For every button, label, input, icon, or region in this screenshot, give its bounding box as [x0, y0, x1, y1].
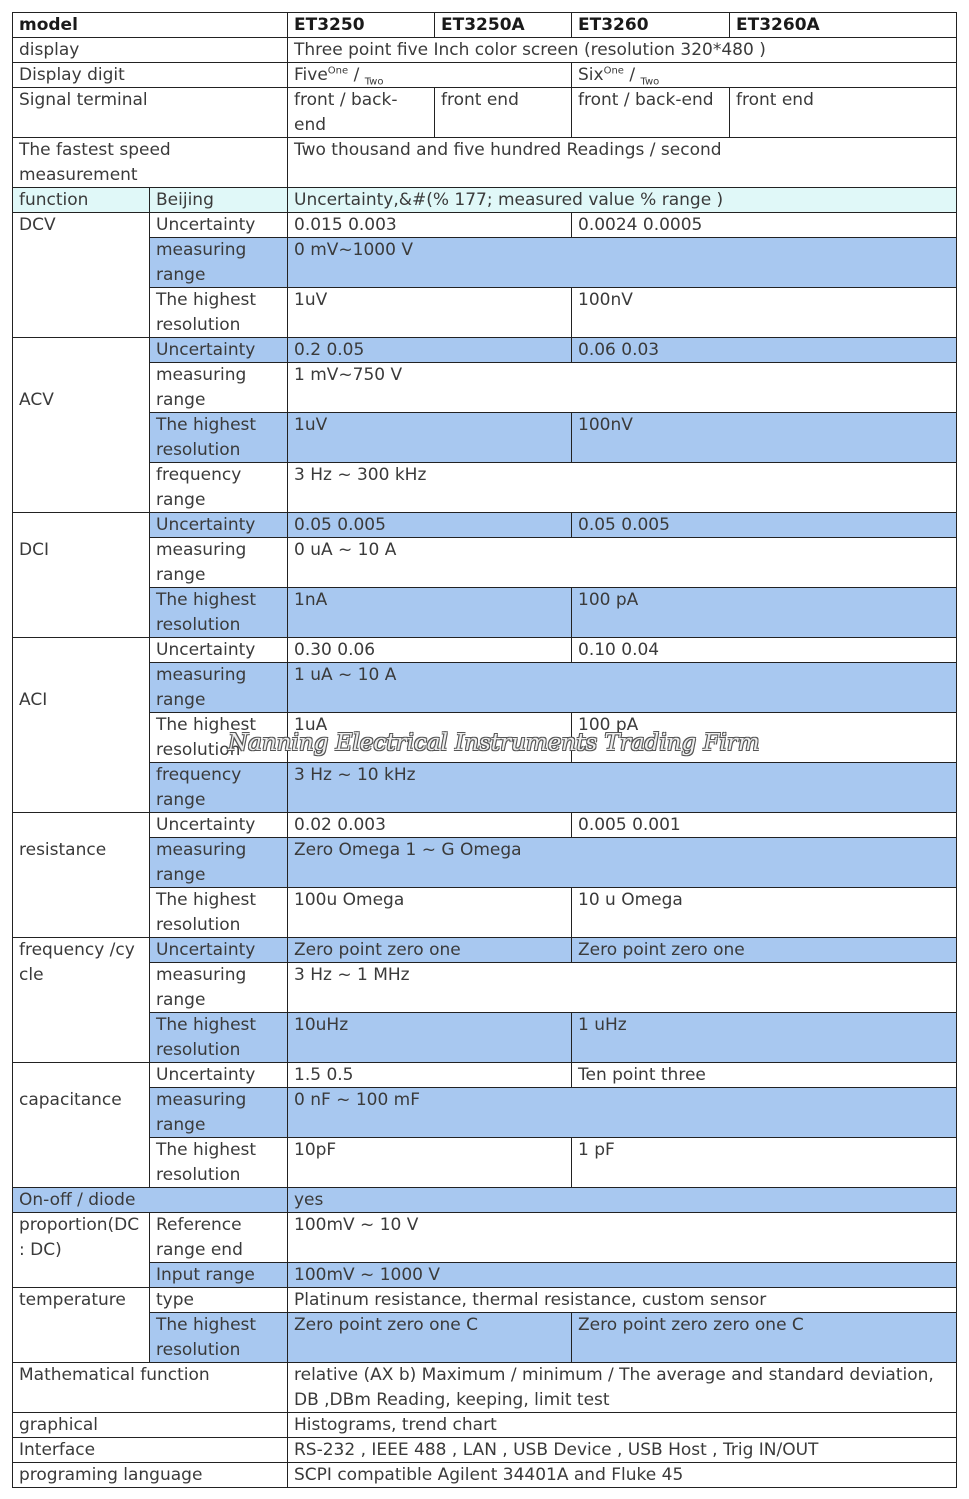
- onoff-value: yes: [287, 1187, 957, 1213]
- resistance-uncertainty-b: 0.005 0.001: [571, 812, 957, 838]
- aci-range-label: measuring range: [149, 662, 288, 713]
- acv-frequency-label: frequency range: [149, 462, 288, 513]
- resistance-range-label: measuring range: [149, 837, 288, 888]
- dci-uncertainty-a: 0.05 0.005: [287, 512, 572, 538]
- aci-resolution-a: 1uA: [287, 712, 572, 763]
- resistance-resolution-a: 100u Omega: [287, 887, 572, 938]
- resistance-section-label: [12, 812, 150, 938]
- math-label: Mathematical function: [12, 1362, 288, 1413]
- acv-section-name: ACV: [19, 390, 54, 410]
- dci-range-label: measuring range: [149, 537, 288, 588]
- onoff-label: On-off / diode: [12, 1187, 288, 1213]
- aci-frequency-label: frequency range: [149, 762, 288, 813]
- dcv-uncertainty-a: 0.015 0.003: [287, 212, 572, 238]
- temperature-type-value: Platinum resistance, thermal resistance, custom sensor: [287, 1287, 957, 1313]
- aci-uncertainty-a: 0.30 0.06: [287, 637, 572, 663]
- temperature-resolution-b: Zero point zero zero one C: [571, 1312, 957, 1363]
- spec-table: [12, 12, 957, 1488]
- capacitance-resolution-a: 10pF: [287, 1137, 572, 1188]
- signal-terminal-et3260: front / back-end: [571, 87, 730, 138]
- model-et3260a: ET3260A: [729, 12, 957, 38]
- resistance-resolution-b: 10 u Omega: [571, 887, 957, 938]
- capacitance-uncertainty-label: Uncertainty: [149, 1062, 288, 1088]
- dcv-resolution-label: The highest resolution: [149, 287, 288, 338]
- acv-resolution-b: 100nV: [571, 412, 957, 463]
- acv-resolution-label: The highest resolution: [149, 412, 288, 463]
- capacitance-uncertainty-a: 1.5 0.5: [287, 1062, 572, 1088]
- display-digit-label: Display digit: [12, 62, 288, 88]
- frequency-range-label: measuring range: [149, 962, 288, 1013]
- speed-value: Two thousand and five hundred Readings / second: [287, 137, 957, 188]
- function-sub-label: Beijing: [149, 187, 288, 213]
- digit-a-slash: /: [353, 65, 360, 85]
- dci-resolution-b: 100 pA: [571, 587, 957, 638]
- display-digit-a: [287, 62, 572, 88]
- dci-uncertainty-b: 0.05 0.005: [571, 512, 957, 538]
- capacitance-section-name: capacitance: [19, 1090, 122, 1110]
- dci-range-value: 0 uA ~ 10 A: [287, 537, 957, 588]
- graphical-label: graphical: [12, 1412, 288, 1438]
- function-header-value: Uncertainty,&#(% 177; measured value % range ): [287, 187, 957, 213]
- dcv-section-label: DCV: [12, 212, 150, 338]
- proportion-section-label: proportion(DC : DC): [12, 1212, 150, 1288]
- signal-terminal-label: Signal terminal: [12, 87, 288, 138]
- aci-resolution-b: 100 pA: [571, 712, 957, 763]
- model-label: model: [12, 12, 288, 38]
- proportion-input-value: 100mV ~ 1000 V: [287, 1262, 957, 1288]
- language-label: programing language: [12, 1462, 288, 1488]
- acv-uncertainty-b: 0.06 0.03: [571, 337, 957, 363]
- aci-resolution-label: The highest resolution: [149, 712, 288, 763]
- dcv-range-label: measuring range: [149, 237, 288, 288]
- aci-uncertainty-b: 0.10 0.04: [571, 637, 957, 663]
- frequency-uncertainty-b: Zero point zero one: [571, 937, 957, 963]
- digit-b-sup: One: [603, 65, 624, 77]
- frequency-section-label: frequency /cycle: [12, 937, 150, 1063]
- acv-uncertainty-label: Uncertainty: [149, 337, 288, 363]
- capacitance-section-label: [12, 1062, 150, 1188]
- capacitance-range-value: 0 nF ~ 100 mF: [287, 1087, 957, 1138]
- interface-value: RS-232 , IEEE 488 , LAN , USB Device , USB Host , Trig IN/OUT: [287, 1437, 957, 1463]
- acv-range-value: 1 mV~750 V: [287, 362, 957, 413]
- frequency-resolution-b: 1 uHz: [571, 1012, 957, 1063]
- model-et3250: ET3250: [287, 12, 435, 38]
- math-value: relative (AX b) Maximum / minimum / The average and standard deviation, DB ,DBm Reading, keeping, limit test: [287, 1362, 957, 1413]
- aci-section-name: ACI: [19, 690, 48, 710]
- watermark-text: Nanning Electrical Instruments Trading Firm: [228, 730, 760, 756]
- dcv-resolution-b: 100nV: [571, 287, 957, 338]
- resistance-range-value: Zero Omega 1 ~ G Omega: [287, 837, 957, 888]
- frequency-resolution-a: 10uHz: [287, 1012, 572, 1063]
- frequency-range-value: 3 Hz ~ 1 MHz: [287, 962, 957, 1013]
- acv-uncertainty-a: 0.2 0.05: [287, 337, 572, 363]
- display-label: display: [12, 37, 288, 63]
- aci-uncertainty-label: Uncertainty: [149, 637, 288, 663]
- digit-a-sup: One: [327, 65, 349, 77]
- resistance-uncertainty-label: Uncertainty: [149, 812, 288, 838]
- function-label: function: [12, 187, 150, 213]
- speed-label: The fastest speed measurement: [12, 137, 288, 188]
- digit-b-main: Six: [578, 65, 604, 85]
- signal-terminal-et3250a: front end: [434, 87, 572, 138]
- display-digit-b: [571, 62, 957, 88]
- frequency-uncertainty-label: Uncertainty: [149, 937, 288, 963]
- signal-terminal-et3260a: front end: [729, 87, 957, 138]
- acv-frequency-value: 3 Hz ~ 300 kHz: [287, 462, 957, 513]
- acv-range-label: measuring range: [149, 362, 288, 413]
- interface-label: Interface: [12, 1437, 288, 1463]
- aci-frequency-value: 3 Hz ~ 10 kHz: [287, 762, 957, 813]
- display-value: Three point five Inch color screen (resolution 320*480 ): [287, 37, 957, 63]
- proportion-reference-value: 100mV ~ 10 V: [287, 1212, 957, 1263]
- graphical-value: Histograms, trend chart: [287, 1412, 957, 1438]
- temperature-resolution-a: Zero point zero one C: [287, 1312, 572, 1363]
- dci-resolution-label: The highest resolution: [149, 587, 288, 638]
- model-et3260: ET3260: [571, 12, 730, 38]
- digit-b-sub: Two: [640, 76, 660, 88]
- model-et3250a: ET3250A: [434, 12, 572, 38]
- aci-range-value: 1 uA ~ 10 A: [287, 662, 957, 713]
- resistance-section-name: resistance: [19, 840, 107, 860]
- dci-uncertainty-label: Uncertainty: [149, 512, 288, 538]
- resistance-uncertainty-a: 0.02 0.003: [287, 812, 572, 838]
- proportion-input-label: Input range: [149, 1262, 288, 1288]
- capacitance-uncertainty-b: Ten point three: [571, 1062, 957, 1088]
- signal-terminal-et3250: front / back-end: [287, 87, 435, 138]
- dcv-resolution-a: 1uV: [287, 287, 572, 338]
- dci-section-name: DCI: [19, 540, 49, 560]
- resistance-resolution-label: The highest resolution: [149, 887, 288, 938]
- capacitance-resolution-label: The highest resolution: [149, 1137, 288, 1188]
- dcv-uncertainty-b: 0.0024 0.0005: [571, 212, 957, 238]
- temperature-section-label: temperature: [12, 1287, 150, 1363]
- frequency-uncertainty-a: Zero point zero one: [287, 937, 572, 963]
- digit-b-slash: /: [629, 65, 636, 85]
- dci-resolution-a: 1nA: [287, 587, 572, 638]
- acv-section-label: [12, 337, 150, 513]
- frequency-resolution-label: The highest resolution: [149, 1012, 288, 1063]
- digit-a-main: Five: [294, 65, 328, 85]
- dci-section-label: [12, 512, 150, 638]
- acv-resolution-a: 1uV: [287, 412, 572, 463]
- aci-section-label: [12, 637, 150, 813]
- proportion-reference-label: Reference range end: [149, 1212, 288, 1263]
- digit-a-sub: Two: [364, 76, 384, 88]
- capacitance-resolution-b: 1 pF: [571, 1137, 957, 1188]
- temperature-type-label: type: [149, 1287, 288, 1313]
- dcv-range-value: 0 mV~1000 V: [287, 237, 957, 288]
- dcv-uncertainty-label: Uncertainty: [149, 212, 288, 238]
- temperature-resolution-label: The highest resolution: [149, 1312, 288, 1363]
- language-value: SCPI compatible Agilent 34401A and Fluke 45: [287, 1462, 957, 1488]
- capacitance-range-label: measuring range: [149, 1087, 288, 1138]
